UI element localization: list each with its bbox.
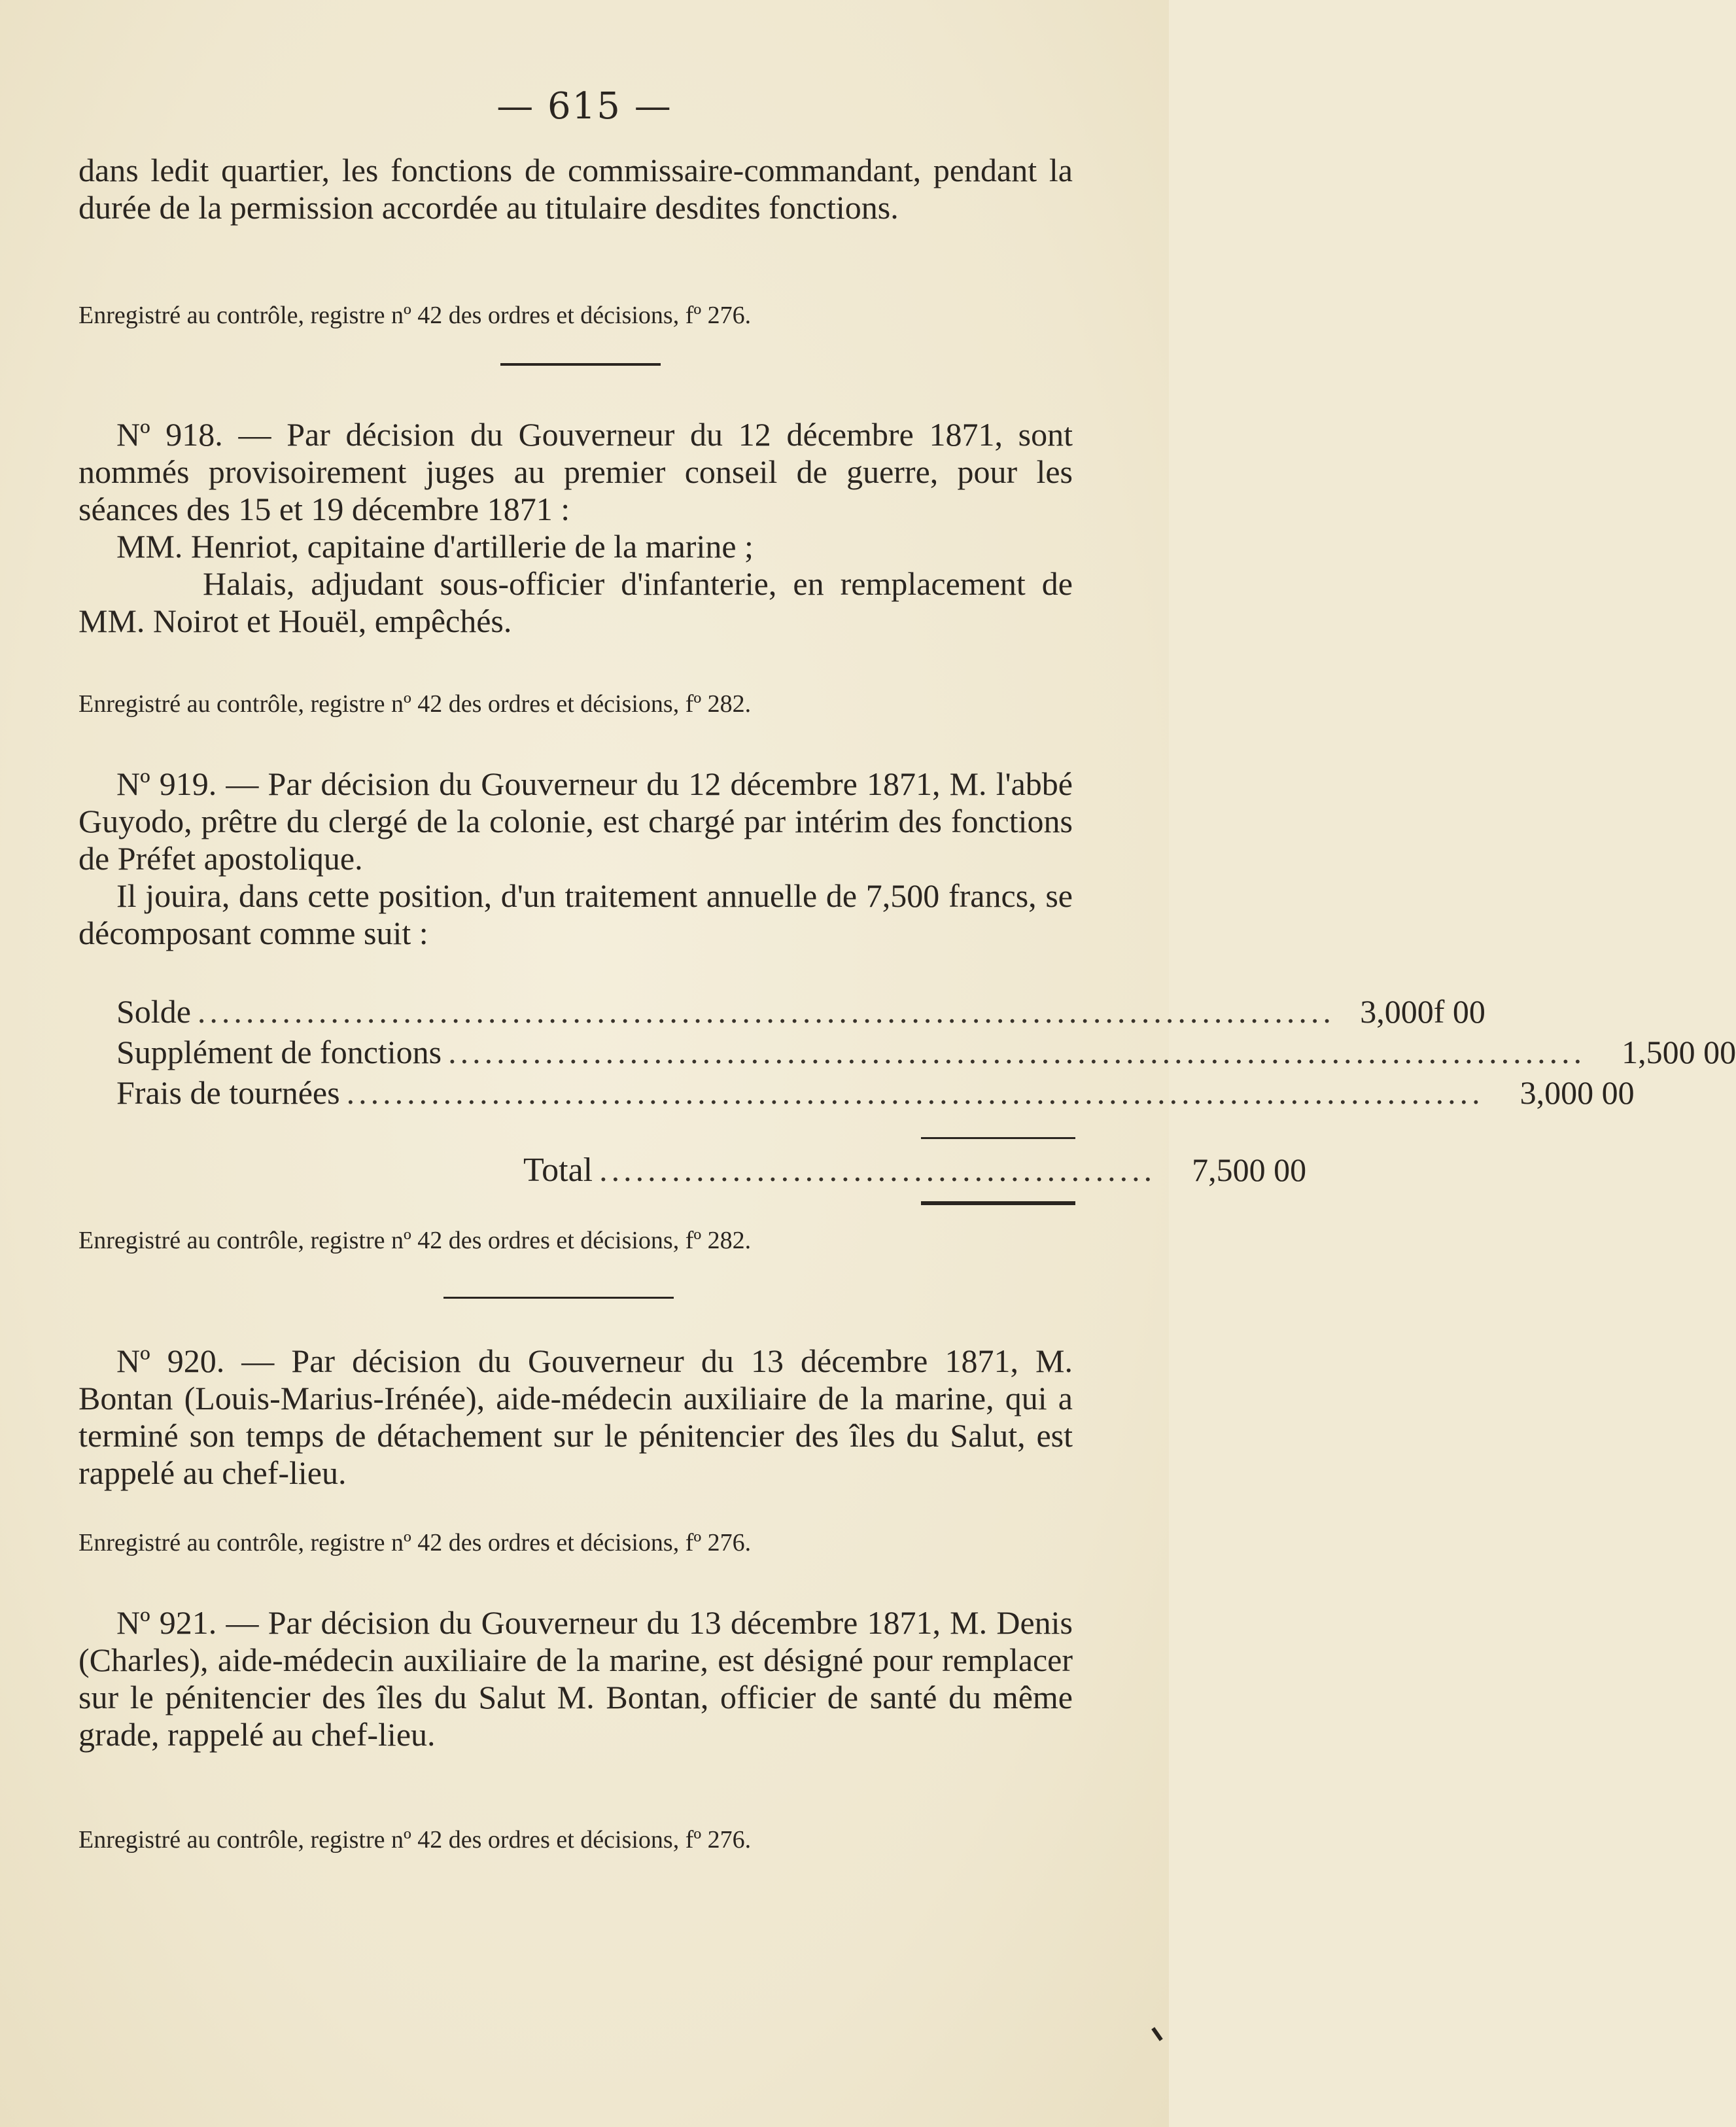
total-double-rule xyxy=(921,1201,1075,1205)
total-amount: 7,500 00 xyxy=(1192,1151,1307,1188)
decision-918-member-2: Halais, adjudant sous-officier d'infanterie, en remplacement de MM. Noirot et Houël, empêchés. xyxy=(78,565,1073,639)
pay-row-label: Supplément de fonctions xyxy=(116,1034,442,1070)
pay-row-label: Frais de tournées xyxy=(116,1074,340,1111)
pay-row-amount: 1,500 00 xyxy=(1622,1034,1736,1070)
dot-leader: .............................................................................................. xyxy=(346,1074,1484,1111)
total-row xyxy=(523,1150,1307,1189)
ink-speck xyxy=(1151,2027,1163,2041)
decision-919-salary-text: Il jouira, dans cette position, d'un traitement annuelle de 7,500 francs, se décomposant comme suit : xyxy=(78,877,1073,951)
decision-921-registration: Enregistré au contrôle, registre nº 42 des ordres et décisions, fº 276. xyxy=(78,1826,752,1854)
dot-leader: .............................................................................................. xyxy=(448,1034,1586,1070)
section-divider xyxy=(500,363,661,366)
decision-919-registration: Enregistré au contrôle, registre nº 42 des ordres et décisions, fº 282. xyxy=(78,1227,752,1254)
total-label: Total xyxy=(523,1151,593,1189)
decision-918-registration: Enregistré au contrôle, registre nº 42 des ordres et décisions, fº 282. xyxy=(78,690,752,718)
intro-paragraph xyxy=(78,152,1073,226)
decision-918 xyxy=(78,416,1073,640)
pay-row xyxy=(116,1032,1736,1072)
intro-registration: Enregistré au contrôle, registre nº 42 des ordres et décisions, fº 276. xyxy=(78,302,752,329)
page-number: — 615 — xyxy=(496,85,672,128)
decision-918-member-1: MM. Henriot, capitaine d'artillerie de la marine ; xyxy=(116,528,754,565)
pay-row xyxy=(116,1073,1635,1112)
decision-920 xyxy=(78,1343,1073,1492)
decision-919-text: Nº 919. — Par décision du Gouverneur du 12 décembre 1871, M. l'abbé Guyodo, prêtre du clergé de la colonie, est chargé par intérim des fonctions de Préfet apostolique. xyxy=(78,765,1073,877)
decision-918-text: Nº 918. — Par décision du Gouverneur du 12 décembre 1871, sont nommés provisoirement juges au premier conseil de guerre, pour les séances des 15 et 19 décembre 1871 : xyxy=(78,416,1073,527)
intro-text: dans ledit quartier, les fonctions de commissaire-commandant, pendant la durée de la permission accordée au titulaire desdites fonctions. xyxy=(78,152,1073,226)
pay-row-label: Solde xyxy=(116,993,191,1030)
pay-row-amount: 3,000f 00 xyxy=(1360,993,1485,1030)
dot-leader: .............................................. xyxy=(599,1151,1156,1188)
decision-920-registration: Enregistré au contrôle, registre nº 42 des ordres et décisions, fº 276. xyxy=(78,1529,752,1556)
decision-921-text: Nº 921. — Par décision du Gouverneur du 13 décembre 1871, M. Denis (Charles), aide-médecin auxiliaire de la marine, est désigné pour remplacer sur le pénitencier des îles du Salut M. Bontan, officier de santé du même grade, rappelé au chef-lieu. xyxy=(78,1604,1073,1753)
section-divider xyxy=(443,1297,674,1299)
decision-921 xyxy=(78,1604,1073,1753)
decision-919 xyxy=(78,765,1073,952)
pay-row-amount: 3,000 00 xyxy=(1519,1074,1635,1111)
decision-920-text: Nº 920. — Par décision du Gouverneur du 13 décembre 1871, M. Bontan (Louis-Marius-Irénée), aide-médecin auxiliaire de la marine, qui a terminé son temps de détachement sur le pénitencier des îles du Salut, est rappelé au chef-lieu. xyxy=(78,1343,1073,1491)
total-rule xyxy=(921,1137,1075,1139)
dot-leader: .............................................................................................. xyxy=(197,993,1335,1030)
pay-row xyxy=(116,992,1485,1031)
